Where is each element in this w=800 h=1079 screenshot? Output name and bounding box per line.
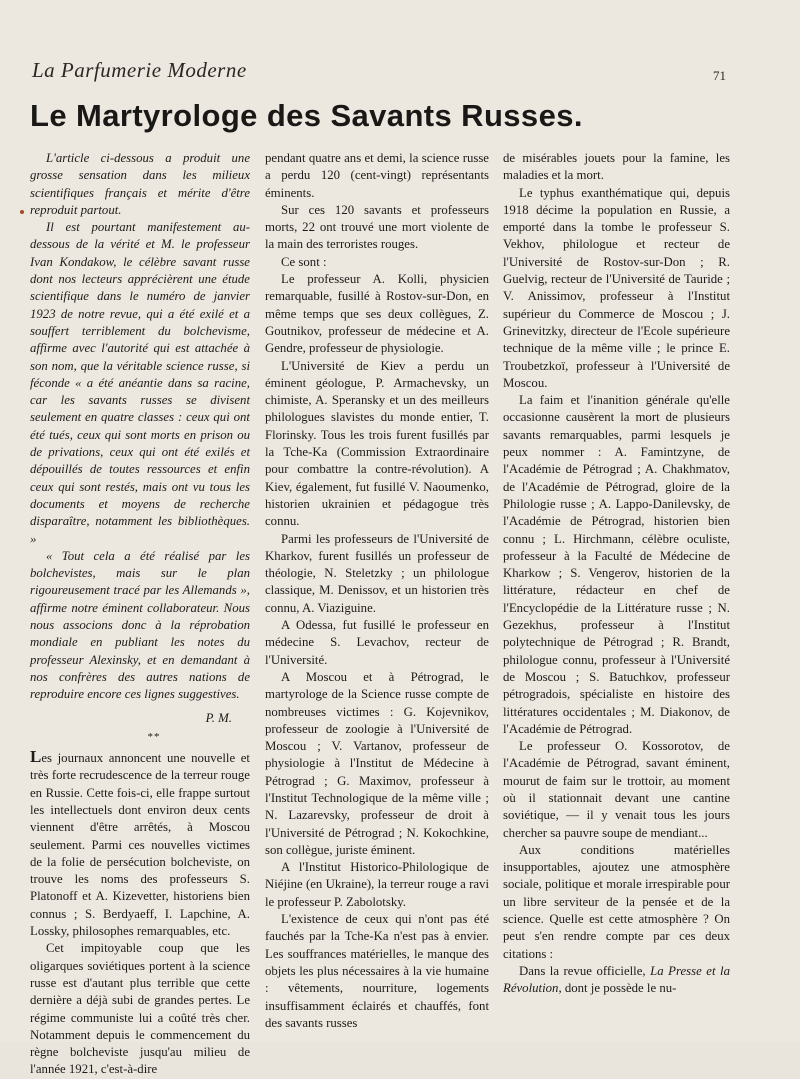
body-paragraph: Le professeur O. Kossorotov, de l'Académie de Pétrograd, savant éminent, mourut de faim sur le trottoir, au moment où il stationnait devant une cantine soviétique, — il y venait tous les jours chercher sa pauvre soupe de mendiant... — [503, 739, 730, 840]
masthead: La Parfumerie Moderne — [32, 58, 247, 82]
body-paragraph — [30, 748, 250, 940]
page-number: 71 — [713, 68, 726, 83]
body-paragraph: A Odessa, fut fusillé le professeur en médecine S. Levachov, recteur de l'Université. — [265, 618, 489, 667]
ink-dot — [20, 210, 24, 214]
publication-title: La Presse et la Révolution — [503, 963, 730, 996]
paragraph-text: es journaux annoncent une nouvelle et très forte recrudescence de la terreur rouge en Russie. Cette fois-ci, elle frappe surtout les intellectuels dont environ deux cents viennent d'être arrêtés, à Moscou seulement. Parmi ces nouvelles victimes de la folie de persécution bolcheviste, on trouve les noms des professeurs S. Platonoff et A. Kizevetter, historiens bien connus ; S. Berdyaeff, I. Lapchine, A. Lossky, philosophes remarquables, etc. — [30, 751, 250, 939]
body-paragraph: pendant quatre ans et demi, la science russe a perdu 120 (cent-vingt) représentants éminents. — [265, 151, 489, 200]
body-paragraph: Le professeur A. Kolli, physicien remarquable, fusillé à Rostov-sur-Don, en même temps que ses deux collègues, Z. Goutnikov, professeur de médecine et A. Gendre, professeur de physiologie. — [265, 272, 489, 356]
body-paragraph: Cet impitoyable coup que les oligarques soviétiques portent à la science russe est d'autant plus terrible que cette dernière a déjà subi de grandes pertes. Le régime communiste lui a coûté très cher. Notamment depuis le commencement du règne bolcheviste jusqu'au milieu de l'année 1921, c'est-à-dire — [30, 941, 250, 1077]
article-title: Le Martyrologe des Savants Russes. — [30, 98, 583, 133]
column-3 — [503, 150, 730, 998]
drop-cap: L — [30, 747, 42, 767]
editor-signature: P. M. — [205, 710, 232, 725]
column-2 — [265, 150, 489, 1032]
body-paragraph: La faim et l'inanition générale qu'elle occasionne causèrent la mort de plusieurs savants remarquables, parmi lesquels je peux nommer : A. Famintzyne, de l'Académie de Pétrograd ; A. Chakhmatov, de l'Académie de Pétrograd, gloire de la Philologie russe ; A. Lappo-Danilevsky, de l'Académie de Pétrograd, historien bien connu ; L. Hirchmann, célèbre oculiste, professeur à la Faculté de Médecine de Kharkow ; S. Vengerov, historien de la littérature, rédacteur en chef de l'Encyclopédie de la Littérature russe ; N. Gezekhus, professeur à l'Institut polytechnique de Pétrograd ; R. Brandt, philologue connu, professeur à l'Université de Moscou ; S. Batuchkov, professeur pétrogradois, spécialiste en histoire des littératures occidentales ; M. Diakonov, de l'Académie de Pétrograd. — [503, 393, 730, 736]
paragraph-text: , dont je possède le nu- — [558, 981, 677, 996]
paragraph-text: Dans la revue officielle, — [519, 963, 651, 978]
intro-paragraph: Il est pourtant manifestement au-dessous de la vérité et M. le professeur Ivan Kondakow, le célèbre savant russe dont nos lecteurs apprécièrent une étude scientifique dans le numéro de janvier 1923 de notre revue, qui a été exilé et a souffert terriblement du bolchevisme, affirme avec l'autorité qui est attachée à son nom, que la véritable science russe, si féconde « a été anéantie dans sa racine, car les savants russes se divisent seulement en quatre classes : ceux qui ont été tués, ceux qui sont morts en prison ou de privations, ceux qui ont été exilés et dépouillés de toutes ressources et enfin ceux qui sont restés, mais ont vu tous les documents et moyens de recherche disparaître, notamment les bibliothèques. » — [30, 220, 250, 546]
body-paragraph: A Moscou et à Pétrograd, le martyrologe de la Science russe compte de nombreuses victimes : G. Kojevnikov, professeur de zoologie à l'Université de Moscou ; V. Vartanov, professeur de physiologie à l'Institut de Médecine à Pétrograd ; G. Maximov, professeur à l'Institut Technologique de la même ville ; N. Lazarevsky, professeur de droit à l'Université de Pétrograd ; N. Kokochkine, son collègue, juriste éminent. — [265, 669, 489, 857]
body-paragraph: Parmi les professeurs de l'Université de Kharkov, furent fusillés un professeur de théologie, N. Steletzky ; un philologue classique, M. Denissov, et un historien très connu, A. Viaziguine. — [265, 531, 489, 615]
body-paragraph: de misérables jouets pour la famine, les maladies et la mort. — [503, 151, 730, 183]
body-paragraph: L'Université de Kiev a perdu un éminent géologue, P. Armachevsky, un chimiste, A. Speransky et un des meilleurs philologues slavistes du monde entier, T. Florinsky. Tous les trois furent fusillés par la Tche-Ka (Commission Extraordinaire pour combattre la contre-révolution). A Kiev, également, fut fusillé V. Naoumenko, historien ukrainien et pédagogue très connu. — [265, 358, 489, 529]
body-paragraph: Ce sont : — [281, 254, 327, 269]
body-paragraph: Aux conditions matérielles insupportables, ajoutez une atmosphère sociale, politique et morale irrespirable pour un libre serviteur de la pensée et de la science. Quelle est cette atmosphère ? On peut s'en rendre compte par ces deux citations : — [503, 842, 730, 961]
intro-paragraph: L'article ci-dessous a produit une grosse sensation dans les milieux scientifiques français et mérite d'être reproduit partout. — [30, 151, 250, 217]
body-paragraph: A l'Institut Historico-Philologique de Niéjine (en Ukraine), la terreur rouge a ravi le professeur P. Zabolotsky. — [265, 860, 489, 909]
body-paragraph: L'existence de ceux qui n'ont pas été fauchés par la Tche-Ka n'est pas à envier. Les souffrances matérielles, le manque des objets les plus nécessaires à la vie humaine : vêtements, nourriture, logements insuffisamment éclairés et chauffés, font des savants russes — [265, 912, 489, 1030]
body-paragraph: Sur ces 120 savants et professeurs morts, 22 ont trouvé une mort violente de la main des terroristes rouges. — [265, 202, 489, 252]
column-1 — [30, 150, 250, 1079]
intro-paragraph: « Tout cela a été réalisé par les bolchevistes, mais sur le plan rigoureusement tracé par les Allemands », affirme notre éminent collaborateur. Nous nous associons donc à la réprobation mondiale en publiant les notes du professeur Alexinsky, et en demandant à nos confrères des autres nations de reproduire encore ces lignes suggestives. — [30, 548, 250, 702]
body-paragraph — [503, 963, 730, 998]
section-separator: ** — [147, 730, 161, 743]
body-paragraph: Le typhus exanthématique qui, depuis 1918 décime la population en Russie, a emporté dans la tombe le professeur S. Vekhov, philologue et recteur de l'Université de Rostov-sur-Don ; R. Guelvig, recteur de l'Université de Tauride ; V. Anissimov, professeur à l'Institut supérieur du Commerce de Moscou ; J. Grinevitzky, directeur de l'Ecole supérieure technique de la même ville ; le prince E. Troubetzkoï, professeur à l'Université de Moscou. — [503, 185, 730, 390]
